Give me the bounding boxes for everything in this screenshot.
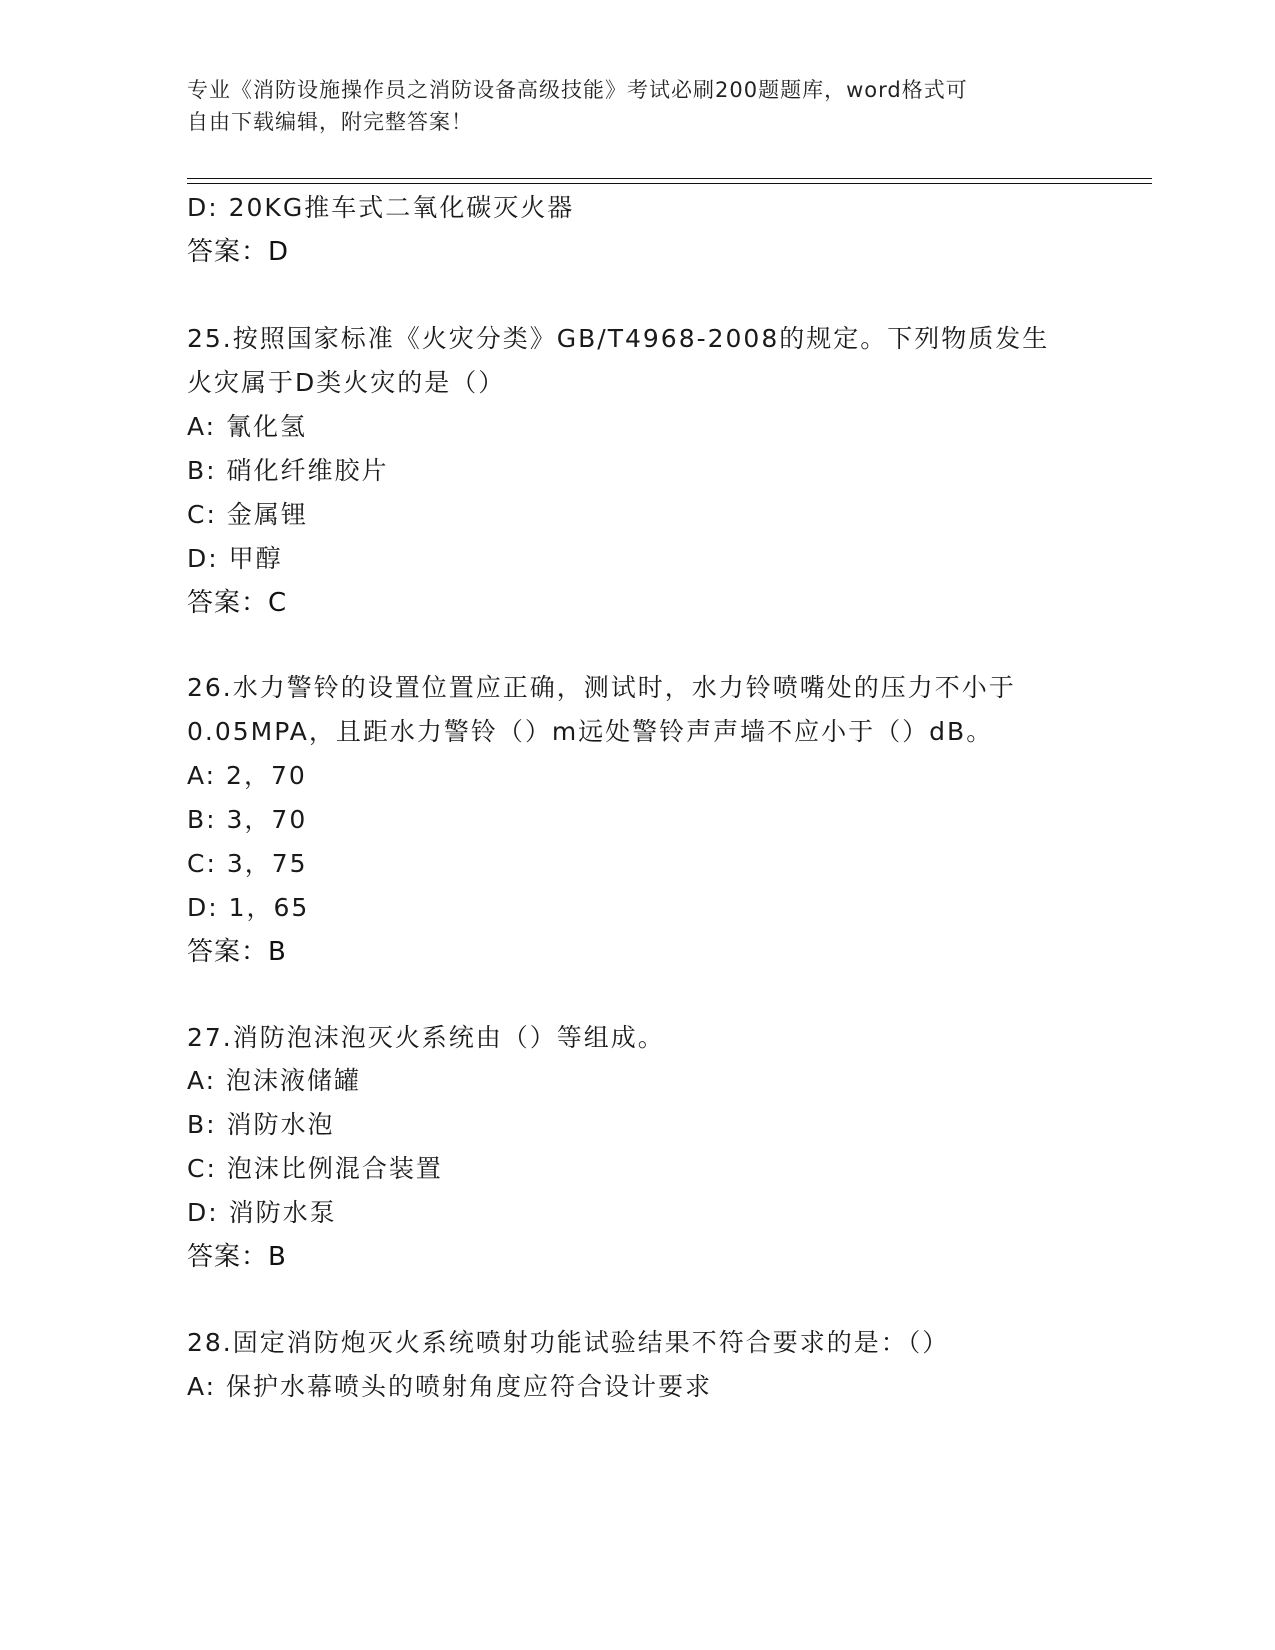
q25-stem-line-2: 火灾属于D类火灾的是（） xyxy=(187,368,506,397)
q26-option-b: B: 3，70 xyxy=(187,805,308,834)
q27-option-d: D: 消防水泵 xyxy=(187,1198,337,1227)
prev-answer: 答案：D xyxy=(187,237,290,267)
q27-stem-line-1: 27.消防泡沫泡灭火系统由（）等组成。 xyxy=(187,1023,665,1052)
q25-option-a: A: 氰化氢 xyxy=(187,412,308,441)
q26-answer: 答案：B xyxy=(187,937,287,967)
q26-option-a: A: 2，70 xyxy=(187,761,307,790)
q27-option-a: A: 泡沫液储罐 xyxy=(187,1066,362,1095)
q27-option-b: B: 消防水泡 xyxy=(187,1110,335,1139)
q26-stem-line-2: 0.05MPA，且距水力警铃（）m远处警铃声声墙不应小于（）dB。 xyxy=(187,717,994,746)
header-line-2: 自由下载编辑，附完整答案！ xyxy=(187,110,473,134)
q25-answer: 答案：C xyxy=(187,588,288,618)
q26-option-c: C: 3，75 xyxy=(187,849,308,878)
prev-option-d: D: 20KG推车式二氧化碳灭火器 xyxy=(187,193,575,222)
q28-option-a: A: 保护水幕喷头的喷射角度应符合设计要求 xyxy=(187,1372,713,1401)
header-line-1: 专业《消防设施操作员之消防设备高级技能》考试必刷200题题库，word格式可 xyxy=(187,78,968,102)
q27-option-c: C: 泡沫比例混合装置 xyxy=(187,1154,443,1183)
q25-option-b: B: 硝化纤维胶片 xyxy=(187,456,389,485)
q25-option-d: D: 甲醇 xyxy=(187,544,283,573)
header-divider-bottom xyxy=(187,183,1152,184)
q26-option-d: D: 1，65 xyxy=(187,893,310,922)
q26-stem-line-1: 26.水力警铃的设置位置应正确，测试时，水力铃喷嘴处的压力不小于 xyxy=(187,673,1016,702)
q25-stem-line-1: 25.按照国家标准《火灾分类》GB/T4968-2008的规定。下列物质发生 xyxy=(187,324,1050,353)
header-divider-top xyxy=(187,178,1152,179)
q25-option-c: C: 金属锂 xyxy=(187,500,308,529)
document-header xyxy=(187,74,1087,138)
q27-answer: 答案：B xyxy=(187,1242,287,1272)
q28-stem-line-1: 28.固定消防炮灭火系统喷射功能试验结果不符合要求的是：（） xyxy=(187,1328,950,1357)
